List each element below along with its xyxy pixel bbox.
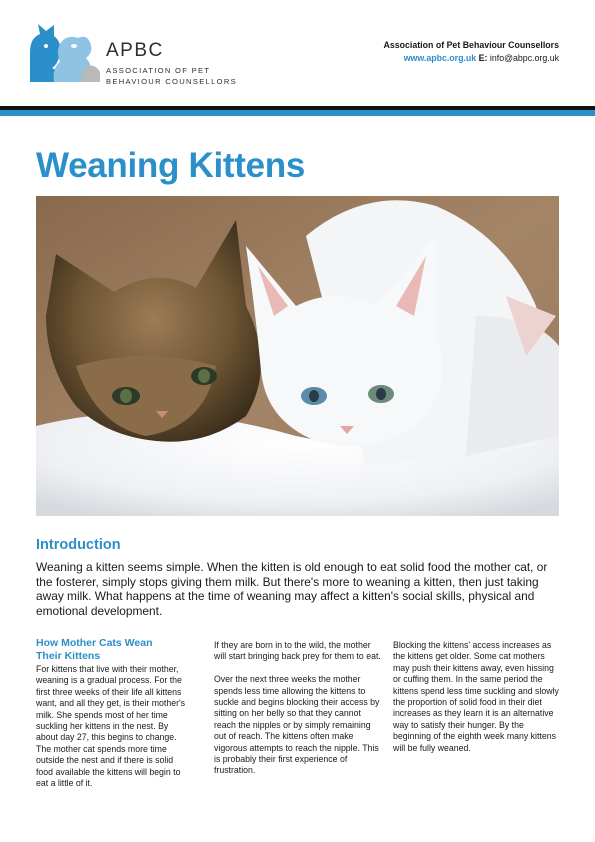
apbc-logo-icon: [24, 22, 104, 88]
kittens-photo: [36, 196, 559, 516]
section-heading: [36, 637, 191, 662]
org-name-line-1: ASSOCIATION OF PET: [106, 66, 211, 75]
email-label: E:: [478, 53, 488, 63]
column-1-paragraph: For kittens that live with their mother, weaning is a gradual process. For the first three weeks of their life all kittens want, and all they get, is their mother's milk. She spends most of her time suckling her kittens in the nest. By about day 27, this begins to change. The mother cat spends more time outside the nest and if there is solid food available the kittens will begin to eat a little of it.: [36, 664, 186, 789]
association-full-name: Association of Pet Behaviour Counsellors: [383, 40, 559, 50]
section-heading-line-1: How Mother Cats Wean: [36, 637, 153, 649]
contact-block: [384, 39, 559, 65]
page-title: Weaning Kittens: [36, 146, 306, 185]
column-2-paragraph-1: If they are born in to the wild, the mother will start bringing back prey for them to eat.: [214, 640, 381, 662]
header-rule-blue: [0, 110, 595, 116]
page-header: [0, 0, 595, 118]
email-link[interactable]: info@abpc.org.uk: [489, 53, 559, 63]
website-link[interactable]: www.apbc.org.uk: [403, 53, 477, 63]
section-heading-line-2: Their Kittens: [36, 649, 101, 662]
column-2-paragraph-2: Over the next three weeks the mother spends less time allowing the kittens to suckle and begins blocking their access by sitting on her belly so that they cannot reach the nipples or by simply remaining out of reach. The kittens often make vigorous attempts to reach the nipple. This is probably their first experience of frustration.: [214, 674, 380, 776]
org-name-line-2: BEHAVIOUR COUNSELLORS: [106, 77, 237, 86]
intro-heading: Introduction: [36, 537, 121, 553]
column-1: [36, 637, 191, 801]
column-3: [393, 640, 561, 765]
column-2: [214, 640, 382, 788]
column-3-paragraph: Blocking the kittens' access increases as the kittens get older. Some cat mothers may push their kittens away, even hissing or cuffing them. In the same period the kittens spend less time suckling and slowly the proportion of solid food in their diet increases as they learn it is an alternative way to satisfy their hunger. By the beginning of the eighth week many kittens will be fully weaned.: [393, 640, 559, 753]
intro-paragraph: Weaning a kitten seems simple. When the kitten is old enough to eat solid food the mother cat, or the fosterer, simply stops giving them milk. But there's more to weaning a kitten, then just taking away milk. What happens at the time of weaning may affect a kitten's social skills, physical and emotional development.: [36, 560, 548, 618]
org-abbreviation: APBC: [106, 40, 164, 61]
